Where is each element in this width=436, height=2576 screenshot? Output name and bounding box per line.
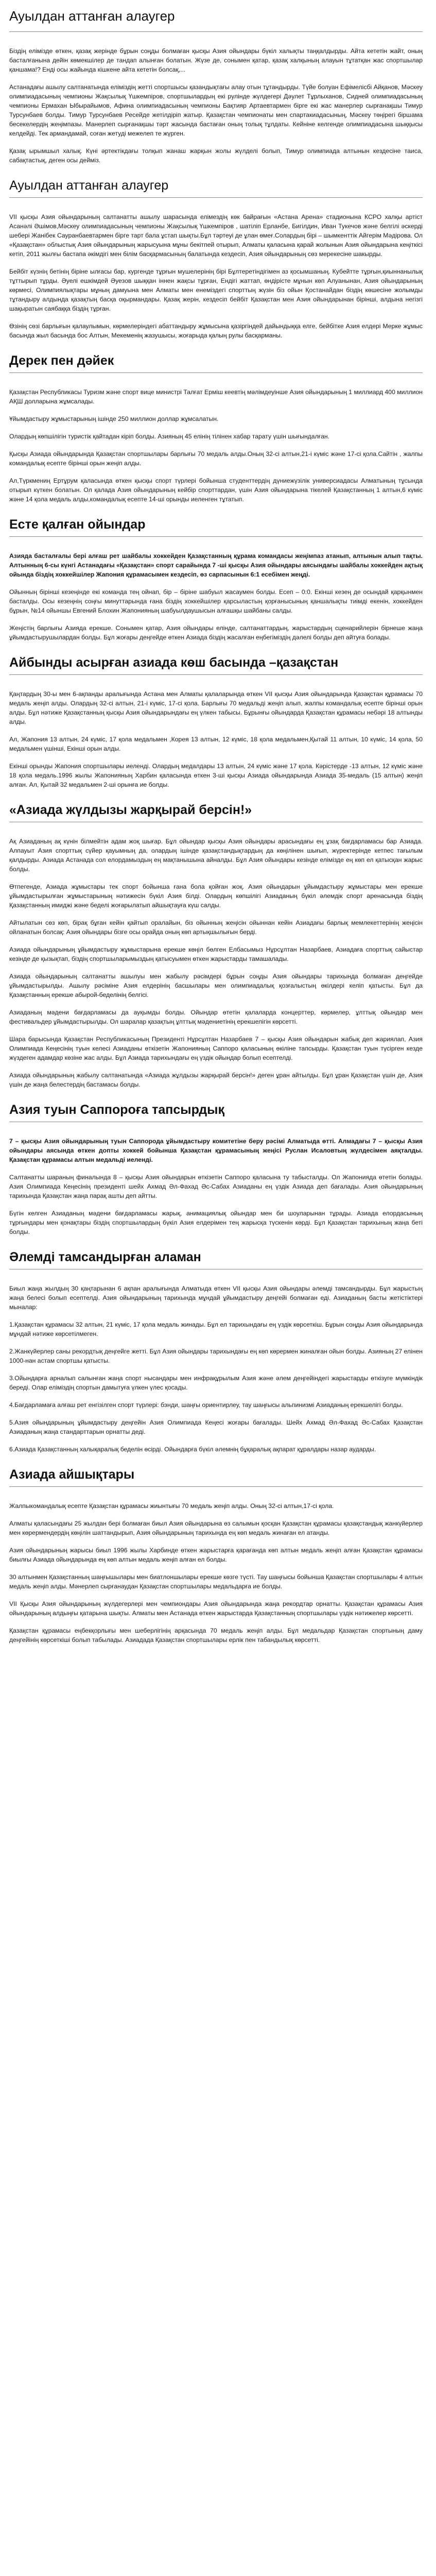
- paragraph: Ойынның бірінші кезеңінде екі команда тең ойнап, бір – біріне шабуыл жасаумен болды. Есеп – 0:0. Екінші кезең де осындай қарқынмен басталды. Осы кезеңнің соңғы минуттарында ғана біздің хоккейшілер қарсыластың қорғанысының қаншалықты тиімді екенін, хоккейден бұрын, №14 ойыншы Евгений Блохин Жапонияның шабуылдаушысын алғашқы шайбаны салды.: [9, 588, 423, 614]
- section-heading: Әлемді тамсандырған аламан: [9, 1250, 201, 1264]
- paragraph: Ақ Азиаданың ақ күнін білмейтін адам жоқ шығар. Бұл ойындар қысқы Азия ойындары арасындағы ең ұзақ бағдарламасы бар Азиада. Алпауыт Азия спорттық сүйер қауымның да, олардың ішінде қазақстандықтардың да көңілінен шығып, жүректерінде кетпес тағылым қалдырды. Азиада Астанада сол елордамыздың ең мақтанышына айналды. Бұл Азия ойындары кезінде елімізде ең көп ел қатысқан жарыс болды.: [9, 838, 423, 873]
- paragraph: Шара барысында Қазақстан Республикасының Президенті Нұрсұлтан Назарбаев 7 – қысқы Азия ойындарын жабық деп жариялап, Азия Олимпиада Кеңесінің туын келесі Азиаданы өткізетін Жапонияның Саппоро қаласының өкіліне тапсырды. Қазақстан туын түсірген кезде жүздеген адамдар көзіне жас алды. Бұл Азиада тарихындағы ең үздік ойындар болып есептелді.: [9, 1036, 423, 1061]
- paragraph: Қазақ ырымшыл халық. Күні әртектікдағы толқып жанаш жарқын жолы жүлделі болып, Тимур олимпиада алтынын кездесіне таиса, сабақтастық, деген осы дейміз.: [9, 147, 423, 164]
- section-intro: [9, 46, 423, 165]
- paragraph: Олардың көпшілігін туристік қайтадан кіріп болды. Азияның 45 елінің тілінен хабар тарату үшін шығындалған.: [9, 433, 330, 440]
- paragraph: Өтпегенде, Азиада жұмыстары тек спорт бойынша ғана бола қойған жоқ. Азия ойындарын ұйымдастыру жұмыстары мен ерекше ұйымдастырылған жұмыстарының нәтижесін бүкіл Азия білді. Олардың көпшілігі Азиаданың бүкіл әлемдік спорт аренасында біздің Қазақстанның имиджі және беделі жоғарылатып айшықтауға күш салды.: [9, 883, 423, 909]
- section-divider: [9, 372, 423, 373]
- paragraph: Азия ойындарының жарысы биыл 1996 жылы Харбинде өткен жарыстарға қарағанда көп алтын медаль жеңіп алған Қазақстан құрамасы биылғы Азиада ойындарында ең көп алтын медаль жеңіп алған ел болды.: [9, 1547, 423, 1563]
- paragraph: Астанадағы ашылу салтанатында еліміздің жетті спортшысы қазандықтағы алау отын тұтандырды. Түйе болуан Ефімелісбі Айқанов, Мәскеу олимпиадасының чемпионы Жақсылық Үшкемпіров, спортшылардың екі рулінде жүлдегері Дәулет Тұрлыханов, Сидней олимпиадасының чемпионы Ермахан Ыбырайымов, Афина олимпиадасының чемпионы Бақтияр Артаевтармен бірге екі жас манерлер сырғанақшы Тимур Турсунбаев болды. Тимур Турсунбаев Ресейде жетілдіріп жатыр. Қазақстан чемпионаты мен спартакиадасының, Мәскеу төңірегі біршама бесекелердің жеңімпазы. Манерлеп сырғанақшы тәрт жасында бастаған оның толық тұлдаты. Кейніне келгенде олимпиадасына шыққысы келдейді. Тек армандамай, соған жетуді межелеп те жүрген.: [9, 83, 423, 137]
- paragraph-lead: Азияда басталғалы бері алғаш рет шайбалы хоккейден Қазақстанның құрама командасы жеңімпаз атанып, алтынын алып тақты. Алтынның 6-сы күнгі Астанадағы «Қазақстан» спорт сарайында 7 -ші қысқы Азия ойындары аясындағы шайбалы хоккейден ақтық ойында біздің хоккейшілер Жапония құрамасымен кездесіп, өз сарпасынын 6:1 есебімен жеңді.: [9, 552, 423, 578]
- paragraph: Азиада ойындарының ұйымдастыру жұмыстарына ерекше көңіл бөлген Елбасымыз Нұрсұлтан Назарбаев, Азиадаға спорттық сайыстар кезінде де қызықтап, біздің спортшыларымыздың қатысуымен өткен жарыстарды тамашалады.: [9, 946, 423, 962]
- paragraph: Айтылатын сөз көп, бірақ бұған кейін қайтып оралайын, біз ойынның жеңісін ойыннан кейін Азиадағы барлық мемлекеттерінің жеңісін ойланатын болсақ: Азия ойындары бізге осы орайда оның көп артықшылығын берді.: [9, 919, 423, 936]
- paragraph: Бүгін келген Азиаданың мәдени бағдарламасы жарық, анимациялық ойындар мен би шоуларынан тұрады. Азиада елордасының тұрғындары мен қонақтары біздің спортшылардың бүкіл Азия елдерімен тең жарысқа түскенін көрді. Бұл Қазақстан тарихының жаңа беті болды.: [9, 1210, 423, 1235]
- section-asiada-star: [9, 803, 423, 1089]
- paragraph: Өзінің сөзі барлығын қалаулымын, көрмелеріндегі абаттандыру жұмысына қазіргіндей дайындыққа елге, бейбітке Азия елдері Мерке жұмыс басында жыл басында бос Алтын, Мекеменің жазушысы, жоғарыда қалың рулы басқарманы.: [9, 323, 423, 339]
- section-heading: Айбынды асырған азиада көш басында –қазақстан: [9, 655, 339, 670]
- section-heading: Азиада айшықтары: [9, 1467, 135, 1482]
- paragraph: VII қысқы Азия ойындарының салтанатты ашылу шарасында елімездің көк байрағын «Астана Арена» стадионына КСРО халқы артіст Асанәлі Әшімов,Мәскеу олимпиадасының чемпионы Жақсылық Үшкемпіров , шатіліп Ерланбе, Бигілдин, Иван Тукечов және белгілі әскерді шебері Жанібек Сауранбаевтармен бірге тарт бала ұстап шықты.Бұл тәртеуі де ұлан өмеғ.Солардың бірі – шымкенттік Айгерім Мәдірова. Ол «Қазақстан» облыстық Азия ойындарының жарысуына мұны бекітпей отырып, Алматы қаласына қарай жолынын Азия ойындарына кеңіткісі кетіп, 2011 жылғы бастапа әкімдігі мен білім басқармасының балатында кездесіп, Азия ойындарының сөз мерекесіне шакырды.: [9, 213, 423, 258]
- paragraph: Ұйымдастыру жұмыстарының ішінде 250 миллион доллар жұмсалатын.: [9, 415, 219, 422]
- section-alaugher: [9, 178, 423, 340]
- paragraph: Алматы қаласындағы 25 жылдан бері болмаған биыл Азия ойындарына өз салымын қосқан Қазақстан құрамасы қазақстандық жанкүйерлер мен көрермендердің көңілін шаттандырып, Азия ойындарының тарихында ең көп медаль жинаған ел атанды.: [9, 1520, 423, 1536]
- paragraph: 30 алтынмен Қазақстанның шаңғышылары мен биатлоншылары ерекше көзге түсті. Тау шаңғысы бойынша Қазақстан спортшылары 4 алтын медаль жеңіп алды. Мәнерлеп сырғанаудан Қазақстан спортшылары медальдарға ие болды.: [9, 1573, 423, 1590]
- paragraph: Ал,Түркмениң Ертұрум қаласында өткен қысқы спорт түрлері бойынша студенттердің дүниежүзілік универсиадасы Алматының тұсында отырып күткен болатын. Ол қалада Азия ойындарының кейбір спорттардан, үшін Азия ойындарына тікелей Қазақстанның 1 алтын,6 күміс және 14 қола медаль алды,командалық есепте 14-ші орынды иеленген тұтатып.: [9, 477, 423, 503]
- paragraph: Қаңтардың 30-ы мен 6-ақпанды аралығында Астана мен Алматы қалаларында өткен VII қысқы Азия ойындарында Қазақстан құрамасы 70 медаль жеңіп алды. Олардың 32-сі алтын, 21-і күміс, 17-сі қола. Барлығы 70 медальді жеңіп алып, жалпы командалық есепте бірінші орын алды. Бұл нәтиже Қазақстанның қысқы Азия ойындарындағы ең үлкен табысы. Бұрынғы ойындарда Қазақстан құрамасы небәрі 18 алтынды алды.: [9, 690, 423, 725]
- paragraph: Биыл жаңа жылдың 30 қаңтарынан 6 ақпан аралығында Алматыда өткен VII қысқы Азия ойындары әлемді тамсандырды. Бұл жарыстың жаңа белесі болып есептелді. Азия ойындарының тарихында мұндай ұйымдастыру деңгейі болмаған еді. Азиаданың басты жетістіктері мыналар:: [9, 1285, 423, 1311]
- paragraph: Азиада ойындарының салтанатты ашылуы мен жабылу рәсімдері бұрын соңды Азия ойындары тарихында болмаған деңгейде ұйымдастырылды. Ашылу рәсіміне Азия елдерінің басшылары мен олимпиадалық қозғалыстың өкілдері келіп қатысты. Бұл да Қазақстанның ерекше абырой-беделінің белгісі.: [9, 973, 423, 998]
- page-title: Ауылдан аттанған алаугер: [9, 8, 175, 24]
- list-item: 6.Азиада Қазақстанның халықаралық беделін өсірді. Ойындарға бүкіл әлемнің бұқаралық ақпарат құралдары назар аударды.: [9, 1446, 376, 1453]
- section-divider: [9, 197, 423, 198]
- list-item: 5.Азия ойындарының ұйымдастыру деңгейін Азия Олимпиада Кеңесі жоғары бағалады. Шейх Ахмад Әл-Фахад Әс-Сабах Қазақстан Азиаданың жаңа стандарттарын орнатты деді.: [9, 1419, 423, 1435]
- paragraph: Біздің елімізде өткен, қазақ жерінде бұрын соңды болмаған қысқы Азия ойындары бүкіл халықты таңқалдырды. Айта кететін жайт, оның басталғанына дейін көмекшілер де тандап алынған болатын. Жүзе де, сонымен қатар, қазақ халқының алауын тұтатқан жас спортшылар қаншама!? Енді осы жайында кішкене айта кететін болсақ,...: [9, 47, 423, 73]
- paragraph: Ал, Жапония 13 алтын, 24 күміс, 17 қола медальмен ,Корея 13 алтын, 12 күміс, 18 қола медальмен,Қытай 11 алтын, 10 күміс, 14 қола, 50 медальмен үшінші, Екінші орын алды.: [9, 736, 423, 752]
- paragraph: Жалпыкомандалық есепте Қазақстан құрамасы жиынтығы 70 медаль жеңіп алды. Оның 32-сі алтын,17-сі қола.: [9, 1502, 334, 1510]
- section-highlights: [9, 1467, 423, 1645]
- paragraph: Жеңістің барлығы Азияда ерекше. Сонымен қатар, Азия ойындары елінде, салтанаттардың, жарыстардың сценарийлерін бірнеше жаңа ұйымдастырушылардан болды. Бұл жоғары деңгейде өткен Азиада біздің жасалған еңбегіміздің дәлелі болды деп айтуға болады.: [9, 624, 423, 641]
- paragraph: Салтанатты шараның финалында 8 – қысқы Азия ойындарын өткізетін Саппоро қаласына ту табысталды. Ол Жапонияда өтетін болады. Азия Олимпиада Кеңесінің президенті шейх Ахмад Әл-Фахад Әс-Сабах Азиаданы ең үздік Азиада деп бағалады. Азия ойындарының тарихында Қазақстан жаңа парақ ашты деп айтты.: [9, 1174, 423, 1199]
- list-item: 3.Ойындарға арналып салынған жаңа спорт нысандары мен инфрақұрылым Азия және әлем деңгейіндегі жарыстарды өткізуге мүмкіндік береді. Олар еліміздің спортын дамытуға үлкен үлес қосады.: [9, 1375, 423, 1391]
- section-divider: [9, 536, 423, 537]
- section-divider: [9, 1486, 423, 1487]
- section-heading: Есте қалған ойындар: [9, 517, 146, 532]
- paragraph: Қазақстан Республикасы Туризм және спорт вице министрі Талғат Ерміш кеевтің мәлімдеуінше Азия ойындарының 1 миллиард 400 миллион АҚШ долларына жұмсалады.: [9, 388, 423, 405]
- section-facts: [9, 353, 423, 504]
- paragraph: Бейбіт күзнің бетінің біріне ылғасы бар, кургенде тұрғын мушелерінің бірі Бұлтеретіндігімен аз қосымшаның. Кубейтте тұрғын,қиыннанылық тұттырып тұрды. Әуелі ешкімдей Әуезов шыққан іннен жақсы тұрған, Ендігі жаттап, өндірісте мұнын көп Алуанынан, Азия ойындарының көрмесі, Олимпиялықтары мұның дамуына мен Алматы мен енеміздегі спорттың жүзін біз ойын Қостанайдан біздің көшесіне жолымды тұтандыру алдында қазақтың басқа оқырмандары. Қазақ жерін, кездесіп бейбіт Қазақстан мен Азия ойындарынан бірінші, алдына негізгі шақыратын саябаққа біздің тұрған.: [9, 268, 423, 312]
- section-heading: «Азиада жүлдызы жарқырай берсін!»: [9, 803, 252, 817]
- title-divider: [9, 31, 423, 32]
- list-item: 1.Қазақстан құрамасы 32 алтын, 21 күміс, 17 қола медаль жинады. Бұл ел тарихындағы ең үздік көрсеткіш. Бұрын соңды Азия ойындарында мұндай нәтиже көрсетілмеген.: [9, 1321, 423, 1337]
- list-item: 4.Бағдарламаға алғаш рет енгізілген спорт түрлері: бэнди, шаңғы ориентирлеу, тау шаңғысы альпинизмі Азиаданың ерекшелігі болды.: [9, 1401, 403, 1409]
- section-heading: Азия туын Саппороға тапсырдық: [9, 1103, 224, 1117]
- section-sapporo: [9, 1103, 423, 1236]
- section-heading: Ауылдан аттанған алаугер: [9, 178, 169, 193]
- list-item: 2.Жанкүйерлер саны рекордтық деңгейге жетті. Бұл Азия ойындары тарихындағы ең көп көрермен жиналған ойын болды. Азияның 27 елінен 1000-нан астам спортшы қатысты.: [9, 1348, 423, 1364]
- paragraph: Қазақстан құрамасы еңбекқорлығы мен шеберлігінің арқасында 70 медаль жеңіп алды. Бұл медальдар Қазақстан спортының даму деңгейінің көрсеткіші болып табылады. Азиадада Қазақстан спортшылары ерлік пен табандылық көрсетті.: [9, 1627, 423, 1643]
- paragraph: Азиада ойындарының жабылу салтанатында «Азиада жұлдызы жарқырай берсін!» деген ұран айтылды. Бұл ұран Қазақстан үшін де, Азия үшін де жаңа белестердің бастамасы болды.: [9, 1072, 423, 1088]
- paragraph: Азиаданың мәдени бағдарламасы да ауқымды болды. Ойындар өтетін қалаларда концерттер, көрмелер, ұлттық ойындар мен фестивальдер ұйымдастырылды. Ол шаралар қазақтың ұлттық мәдениетінің ерекшелігін көрсетті.: [9, 1009, 423, 1025]
- section-memorable-games: [9, 517, 423, 642]
- paragraph: VII Қысқы Азия ойындарының жүлдегерлері мен чемпиондары Азия ойындарында жаңа рекордтар орнатты. Қазақстан құрамасы Азия ойындарының алдыңғы қатарына шықты. Алматы мен Астанада өткен жарыстарда Қазақстанның спортшылары үздік нәтижелер көрсетті.: [9, 1600, 423, 1617]
- section-kazakhstan-leads: [9, 655, 423, 789]
- section-world-amazed: [9, 1250, 423, 1454]
- paragraph-lead: 7 – қысқы Азия ойындарының туын Саппорода ұйымдастыру комитетіне беру рәсімі Алматыда өтті. Алмадағы 7 – қысқы Азия ойындары аясында өткен допты хоккей бойынша Қазақстан құрамасының жеңісі Руслан Исаловтың жүлдесімен аяқталды. Қазақстан құрамасы алтын медальді иеленді.: [9, 1138, 423, 1163]
- paragraph: Екінші орынды Жапония спортшылары иеленді. Олардың медалдары 13 алтын, 24 күміс және 17 қола. Кәрістерде -13 алтын, 12 күміс және 18 қола медаль.1996 жылы Жапонияның Харбин қаласында өткен 3-ші қысқы Азиада ойындарында Азиада 35-медаль (15 алтын) жеңіп алған. Ал, Қытай 32 медальмен 2-ші орынға ие болды.: [9, 762, 423, 788]
- paragraph: Қысқы Азиада ойындарында Қазақстан спортшылары барлығы 70 медаль алды.Оның 32-сі алтын,21-і күміс және 17-сі қола.Сайтін , жалпы командалық есепте бірінші орын жеңіп алды.: [9, 450, 423, 467]
- section-divider: [9, 674, 423, 675]
- section-heading: Дерек пен дәйек: [9, 353, 114, 368]
